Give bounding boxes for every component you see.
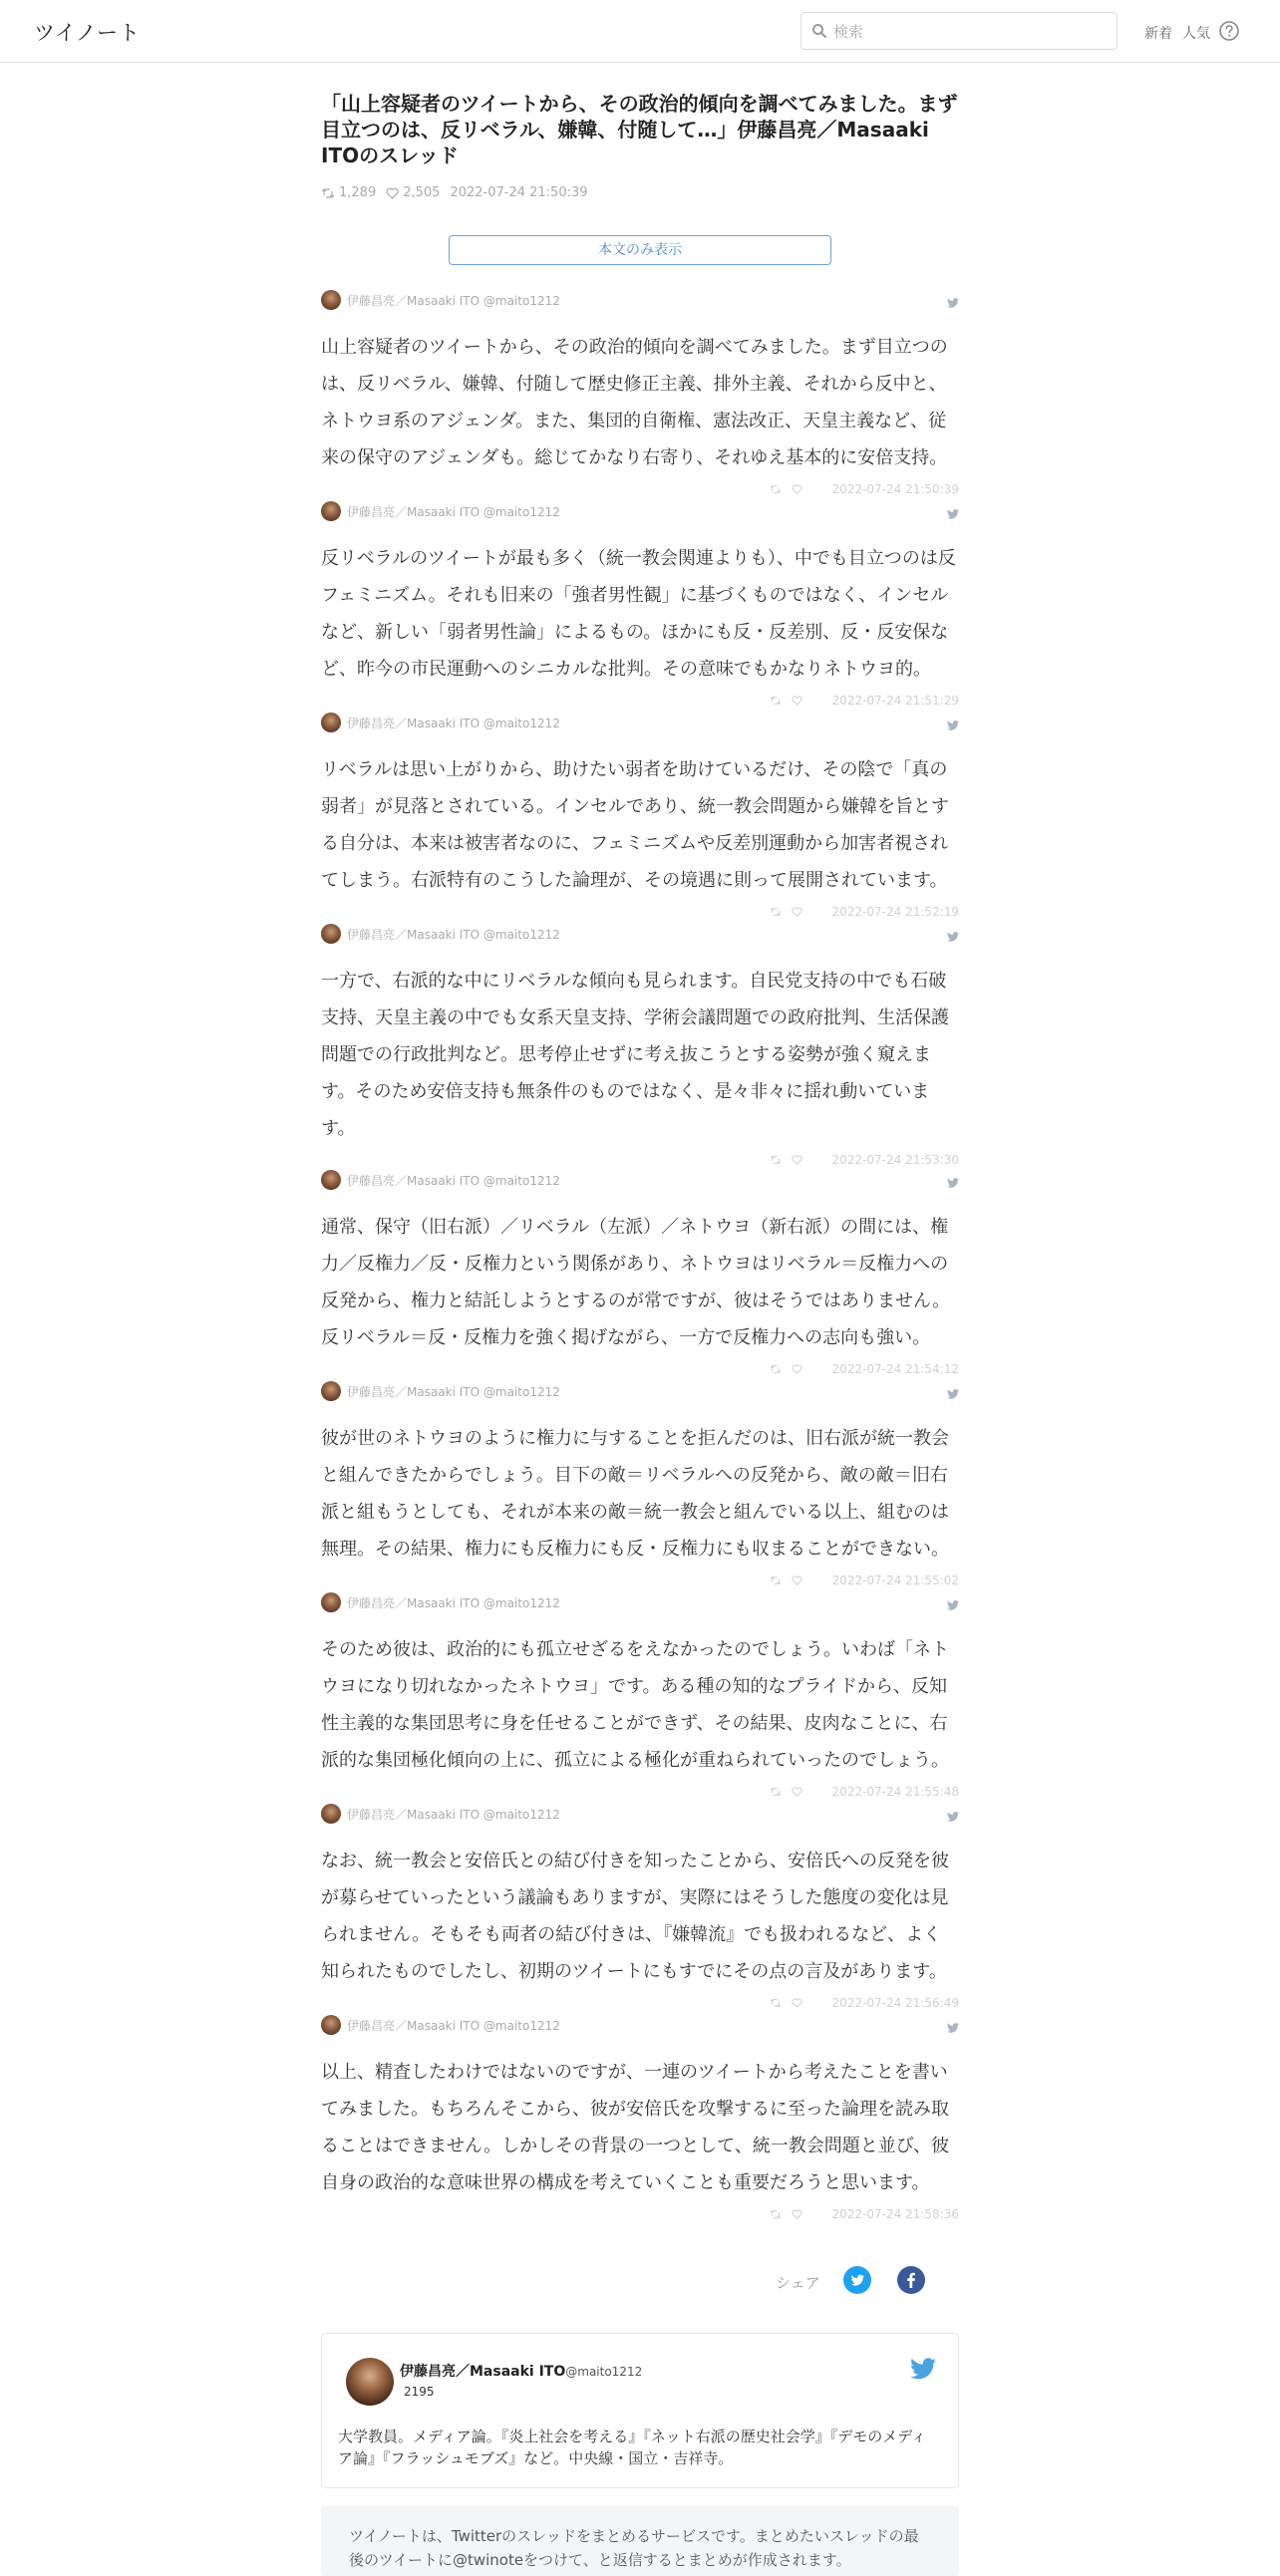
heart-icon[interactable] (792, 484, 802, 494)
tweet-text: 一方で、右派的な中にリベラルな傾向も見られます。自民党支持の中でも石破支持、天皇主義の中でも女系天皇支持、学術会議問題での政府批判、生活保護問題での行政批判など。思考停止せずに考え抜こうとする姿勢が強く窺えます。そのため安倍支持も無条件のものではなく、是々非々に揺れ動いています。 (321, 971, 949, 1139)
tweet-footer (770, 1153, 959, 1167)
service-description-text: ツイノートは、Twitterのスレッドをまとめるサービスです。まとめたいスレッドの最後のツイートに@twinoteをつけて、と返信するとまとめが作成されます。 (349, 2527, 919, 2569)
tweet-item (321, 923, 959, 1173)
search-icon (811, 23, 827, 39)
twitter-bird-icon[interactable] (947, 1384, 959, 1403)
heart-icon[interactable] (792, 1575, 802, 1585)
tweet-footer (770, 1785, 959, 1799)
tweet-item (321, 1591, 959, 1805)
share-label: シェア (776, 2274, 820, 2292)
retweet-icon[interactable] (770, 696, 782, 706)
tweet-date[interactable]: 2022-07-24 21:54:12 (831, 1362, 959, 1376)
author-avatar-small[interactable] (321, 501, 341, 521)
author-avatar-small[interactable] (321, 1381, 341, 1401)
tweet-text: なお、統一教会と安倍氏との結び付きを知ったことから、安倍氏への反発を彼が募らせていったという議論もありますが、実際にはそうした態度の変化は見られません。そもそも両者の結び付きは、『嫌韓流』でも扱われるなど、よく知られたものでしたし、初期のツイートにもすでにその点の言及があります。 (321, 1851, 949, 1982)
tweet-footer (770, 1996, 959, 2010)
twitter-share-icon[interactable] (843, 2266, 871, 2294)
site-header (0, 0, 1280, 63)
tweet-author[interactable]: 伊藤昌亮／Masaaki ITO @maito1212 (347, 1596, 560, 1610)
heart-icon[interactable] (792, 696, 802, 706)
author-name: 伊藤昌亮／Masaaki ITO (400, 2364, 566, 2380)
tweet-date[interactable]: 2022-07-24 21:52:19 (831, 905, 959, 919)
tweet-author[interactable]: 伊藤昌亮／Masaaki ITO @maito1212 (347, 505, 560, 519)
tweet-text: 通常、保守（旧右派）／リベラル（左派）／ネトウヨ（新右派）の間には、権力／反権力／反・反権力という関係があり、ネトウヨはリベラル＝反権力への反発から、権力と結託しようとするのが常ですが、彼はそうではありません。反リベラル＝反・反権力を強く掲げながら、一方で反権力への志向も強い。 (321, 1217, 951, 1348)
author-avatar[interactable] (346, 2358, 394, 2406)
heart-icon[interactable] (792, 2209, 802, 2219)
tweet-text: そのため彼は、政治的にも孤立せざるをえなかったのでしょう。いわば「ネトウヨになり切れなかったネトウヨ」です。ある種の知的なプライドから、反知性主義的な集団思考に身を任せることができず、その結果、皮肉なことに、右派的な集団極化傾向の上に、孤立による極化が重ねられていったのでしょう。 (321, 1639, 949, 1771)
tweet-header (321, 1169, 959, 1193)
retweet-icon[interactable] (770, 1575, 782, 1585)
retweet-icon (321, 187, 335, 199)
tweet-date[interactable]: 2022-07-24 21:55:02 (831, 1574, 959, 1587)
retweet-icon[interactable] (770, 1787, 782, 1797)
twitter-bird-icon[interactable] (947, 927, 959, 946)
retweet-count: 1,289 (339, 185, 377, 200)
search-box[interactable] (800, 12, 1118, 50)
author-thread-count: 2195 (404, 2385, 435, 2399)
heart-icon (386, 187, 399, 199)
twitter-bird-icon[interactable] (947, 2018, 959, 2037)
author-profile-card (321, 2333, 959, 2488)
tweet-footer (770, 482, 959, 496)
twitter-bird-icon[interactable] (947, 1173, 959, 1192)
tweet-author[interactable]: 伊藤昌亮／Masaaki ITO @maito1212 (347, 716, 560, 730)
site-logo[interactable]: ツイノート (34, 21, 142, 45)
retweet-icon[interactable] (770, 484, 782, 494)
heart-icon[interactable] (792, 1155, 802, 1165)
tweet-item (321, 2014, 959, 2227)
author-avatar-small[interactable] (321, 2015, 341, 2035)
tweet-item (321, 1380, 959, 1593)
twitter-bird-icon[interactable] (947, 293, 959, 312)
tweet-date[interactable]: 2022-07-24 21:56:49 (831, 1996, 959, 2010)
tweet-footer (770, 905, 959, 919)
tweet-header (321, 2014, 959, 2038)
tweet-date[interactable]: 2022-07-24 21:50:39 (831, 482, 959, 496)
author-name-line[interactable] (400, 2361, 642, 2381)
tweet-text: 彼が世のネトウヨのように権力に与することを拒んだのは、旧右派が統一教会と組んできたからでしょう。目下の敵＝リベラルへの反発から、敵の敵＝旧右派と組もうとしても、それが本来の敵＝統一教会と組んでいる以上、組むのは無理。その結果、権力にも反権力にも反・反権力にも収まることができない。 (321, 1428, 949, 1560)
author-avatar-small[interactable] (321, 1804, 341, 1824)
service-description (321, 2506, 959, 2576)
tweet-footer (770, 2207, 959, 2221)
tweet-date[interactable]: 2022-07-24 21:58:36 (831, 2207, 959, 2221)
tweet-header (321, 500, 959, 524)
heart-icon[interactable] (792, 1364, 802, 1374)
twitter-bird-icon[interactable] (910, 2358, 936, 2380)
tweet-header (321, 1380, 959, 1404)
author-bio: 大学教員。メディア論。『炎上社会を考える』『ネット右派の歴史社会学』『デモのメディア論』『フラッシュモブズ』など。中央線・国立・吉祥寺。 (338, 2428, 927, 2467)
tweet-author[interactable]: 伊藤昌亮／Masaaki ITO @maito1212 (347, 1808, 560, 1822)
tweet-footer (770, 1362, 959, 1376)
tweet-item (321, 1169, 959, 1382)
retweet-icon[interactable] (770, 1364, 782, 1374)
tweet-text: 山上容疑者のツイートから、その政治的傾向を調べてみました。まず目立つのは、反リベラル、嫌韓、付随して歴史修正主義、排外主義、それから反中と、ネトウヨ系のアジェンダ。また、集団的自衛権、憲法改正、天皇主義など、従来の保守のアジェンダも。総じてかなり右寄り、それゆえ基本的に安倍支持。 (321, 337, 948, 468)
tweet-date[interactable]: 2022-07-24 21:51:29 (831, 694, 959, 708)
author-avatar-small[interactable] (321, 290, 341, 310)
tweet-author[interactable]: 伊藤昌亮／Masaaki ITO @maito1212 (347, 1385, 560, 1399)
twitter-bird-icon[interactable] (947, 1807, 959, 1826)
facebook-share-icon[interactable] (897, 2266, 925, 2294)
author-avatar-small[interactable] (321, 1592, 341, 1612)
author-handle: @maito1212 (565, 2365, 643, 2379)
help-icon[interactable] (1218, 20, 1240, 42)
heart-icon[interactable] (792, 907, 802, 917)
tweet-author[interactable]: 伊藤昌亮／Masaaki ITO @maito1212 (347, 928, 560, 942)
tweet-text: 反リベラルのツイートが最も多く（統一教会関連よりも）、中でも目立つのは反フェミニズム。それも旧来の「強者男性観」に基づくものではなく、インセルなど、新しい「弱者男性論」によるもの。ほかにも反・反差別、反・反安保など、昨今の市民運動へのシニカルな批判。その意味でもかなりネトウヨ的。 (321, 548, 956, 680)
search-input[interactable] (831, 19, 1105, 45)
author-avatar-small[interactable] (321, 924, 341, 944)
tweet-text: リベラルは思い上がりから、助けたい弱者を助けているだけ、その陰で「真の弱者」が見落とされている。インセルであり、統一教会問題から嫌韓を旨とする自分は、本来は被害者なのに、フェミニズムや反差別運動から加害者視されてしまう。右派特有のこうした論理が、その境遇に則って展開されています。 (321, 759, 949, 891)
tweet-header (321, 289, 959, 313)
retweet-icon[interactable] (770, 907, 782, 917)
tweet-date[interactable]: 2022-07-24 21:55:48 (831, 1785, 959, 1799)
twitter-bird-icon[interactable] (947, 1595, 959, 1614)
tweet-header (321, 1803, 959, 1827)
tweet-item (321, 1803, 959, 2016)
text-only-toggle-button[interactable]: 本文のみ表示 (449, 235, 831, 265)
author-avatar-small[interactable] (321, 1170, 341, 1190)
thread-title: 「山上容疑者のツイートから、その政治的傾向を調べてみました。まず目立つのは、反リベラル、嫌韓、付随して…」伊藤昌亮／Masaaki ITOのスレッド (321, 92, 958, 167)
twitter-bird-icon[interactable] (947, 716, 959, 734)
tweet-header (321, 1591, 959, 1615)
tweet-item (321, 712, 959, 925)
like-count: 2,505 (403, 185, 441, 200)
tweet-item (321, 500, 959, 714)
tweet-author[interactable]: 伊藤昌亮／Masaaki ITO @maito1212 (347, 294, 560, 308)
tweet-author[interactable]: 伊藤昌亮／Masaaki ITO @maito1212 (347, 1174, 560, 1188)
twitter-bird-icon[interactable] (947, 504, 959, 523)
retweet-icon[interactable] (770, 1155, 782, 1165)
tweet-date[interactable]: 2022-07-24 21:53:30 (831, 1153, 959, 1167)
thread-meta (321, 185, 594, 200)
nav-popular-link[interactable]: 人気 (1182, 26, 1210, 42)
author-avatar-small[interactable] (321, 713, 341, 732)
tweet-footer (770, 694, 959, 708)
tweet-header (321, 923, 959, 947)
retweet-icon[interactable] (770, 1998, 782, 2008)
retweet-icon[interactable] (770, 2209, 782, 2219)
tweet-header (321, 712, 959, 735)
tweet-item (321, 289, 959, 502)
thread-datetime: 2022-07-24 21:50:39 (450, 185, 588, 200)
tweet-footer (770, 1574, 959, 1587)
nav-new-link[interactable]: 新着 (1144, 26, 1172, 42)
share-bar (321, 2260, 959, 2300)
heart-icon[interactable] (792, 1787, 802, 1797)
tweet-author[interactable]: 伊藤昌亮／Masaaki ITO @maito1212 (347, 2019, 560, 2033)
tweet-text: 以上、精査したわけではないのですが、一連のツイートから考えたことを書いてみました。もちろんそこから、彼が安倍氏を攻撃するに至った論理を読み取ることはできません。しかしその背景の一つとして、統一教会問題と並び、彼自身の政治的な意味世界の構成を考えていくことも重要だろうと思います。 (321, 2062, 949, 2193)
heart-icon[interactable] (792, 1998, 802, 2008)
